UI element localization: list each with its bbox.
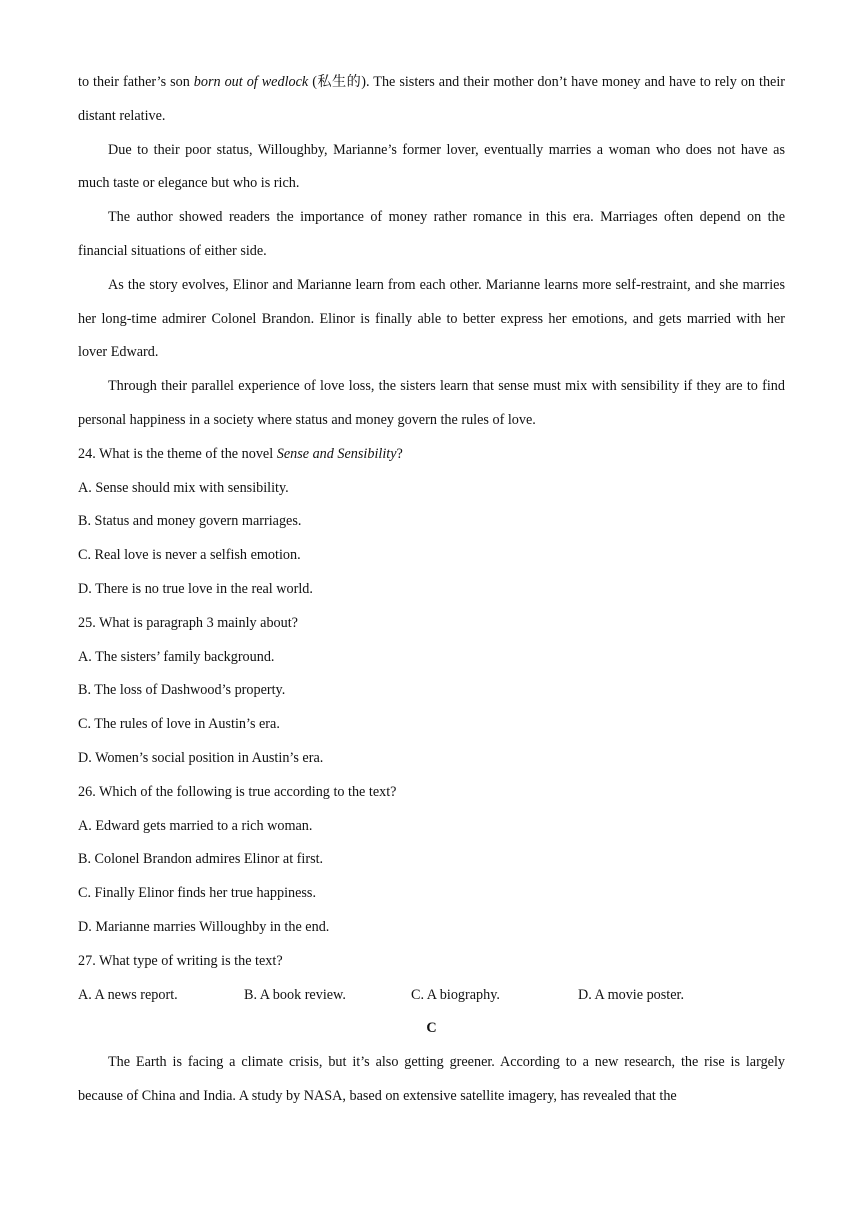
option-a: A. The sisters’ family background. [78, 648, 275, 665]
question-24 [78, 438, 785, 607]
section-c-paragraph-0: The Earth is facing a climate crisis, but it’s also getting greener. According to a new research, the rise is largely because of China and India. A study by NASA, based on extensive satellite imagery, has revealed that the [78, 1054, 785, 1104]
option-b: B. The loss of Dashwood’s property. [78, 682, 286, 699]
passage-b-paragraph-4: Through their parallel experience of love loss, the sisters learn that sense must mix with sensibility if they are to find personal happiness in a society where status and money govern the rules of love. [78, 378, 785, 428]
question-stem [78, 438, 785, 472]
question-25 [78, 607, 785, 776]
passage-b-paragraph-1: Due to their poor status, Willoughby, Marianne’s former lover, eventually marries a woman who does not have as much taste or elegance but who is rich. [78, 141, 785, 192]
stem-text: 24. What is the theme of the novel [78, 445, 277, 462]
question-26 [78, 776, 785, 945]
section-c-heading: C [426, 1020, 437, 1037]
question-stem: 27. What type of writing is the text? [78, 952, 283, 969]
option-b: B. Colonel Brandon admires Elinor at first. [78, 851, 324, 868]
option-c: C. Real love is never a selfish emotion. [78, 547, 301, 564]
passage-b-paragraph-3: As the story evolves, Elinor and Marianne learn from each other. Marianne learns more self-restraint, and she marries her long-time admirer Colonel Brandon. Elinor is finally able to better express her emotions, and gets married with her lover Edward. [78, 276, 785, 361]
italic-phrase: born out of wedlock [193, 74, 309, 90]
text-run: to their father’s son [78, 74, 194, 90]
option-a: A. Sense should mix with sensibility. [78, 479, 289, 496]
passage-b-paragraph-2: The author showed readers the importance of money rather romance in this era. Marriages often depend on the financial situations of either side. [78, 209, 785, 259]
options-row [78, 979, 785, 1013]
option-c: C. The rules of love in Austin’s era. [78, 716, 280, 733]
option-c: C. A biography. [411, 986, 500, 1003]
question-stem: 25. What is paragraph 3 mainly about? [78, 614, 298, 631]
option-d: D. Marianne marries Willoughby in the end. [78, 918, 330, 935]
text-run: (私生的). The sisters and their mother don’t have money and have to rely on their distant relative. [78, 74, 786, 124]
question-stem: 26. Which of the following is true according to the text? [78, 783, 397, 800]
option-d: D. There is no true love in the real world. [78, 580, 313, 597]
option-c: C. Finally Elinor finds her true happiness. [78, 885, 317, 902]
option-a: A. A news report. [78, 986, 178, 1003]
question-27 [78, 945, 785, 1013]
document-page [78, 66, 785, 1114]
passage-b-paragraph-0 [78, 66, 785, 134]
option-d: D. Women’s social position in Austin’s era. [78, 749, 324, 766]
option-b: B. Status and money govern marriages. [78, 513, 302, 530]
option-d: D. A movie poster. [578, 986, 685, 1003]
option-b: B. A book review. [244, 986, 346, 1003]
option-a: A. Edward gets married to a rich woman. [78, 817, 313, 834]
book-title: Sense and Sensibility [276, 445, 397, 462]
stem-text: ? [396, 445, 403, 462]
